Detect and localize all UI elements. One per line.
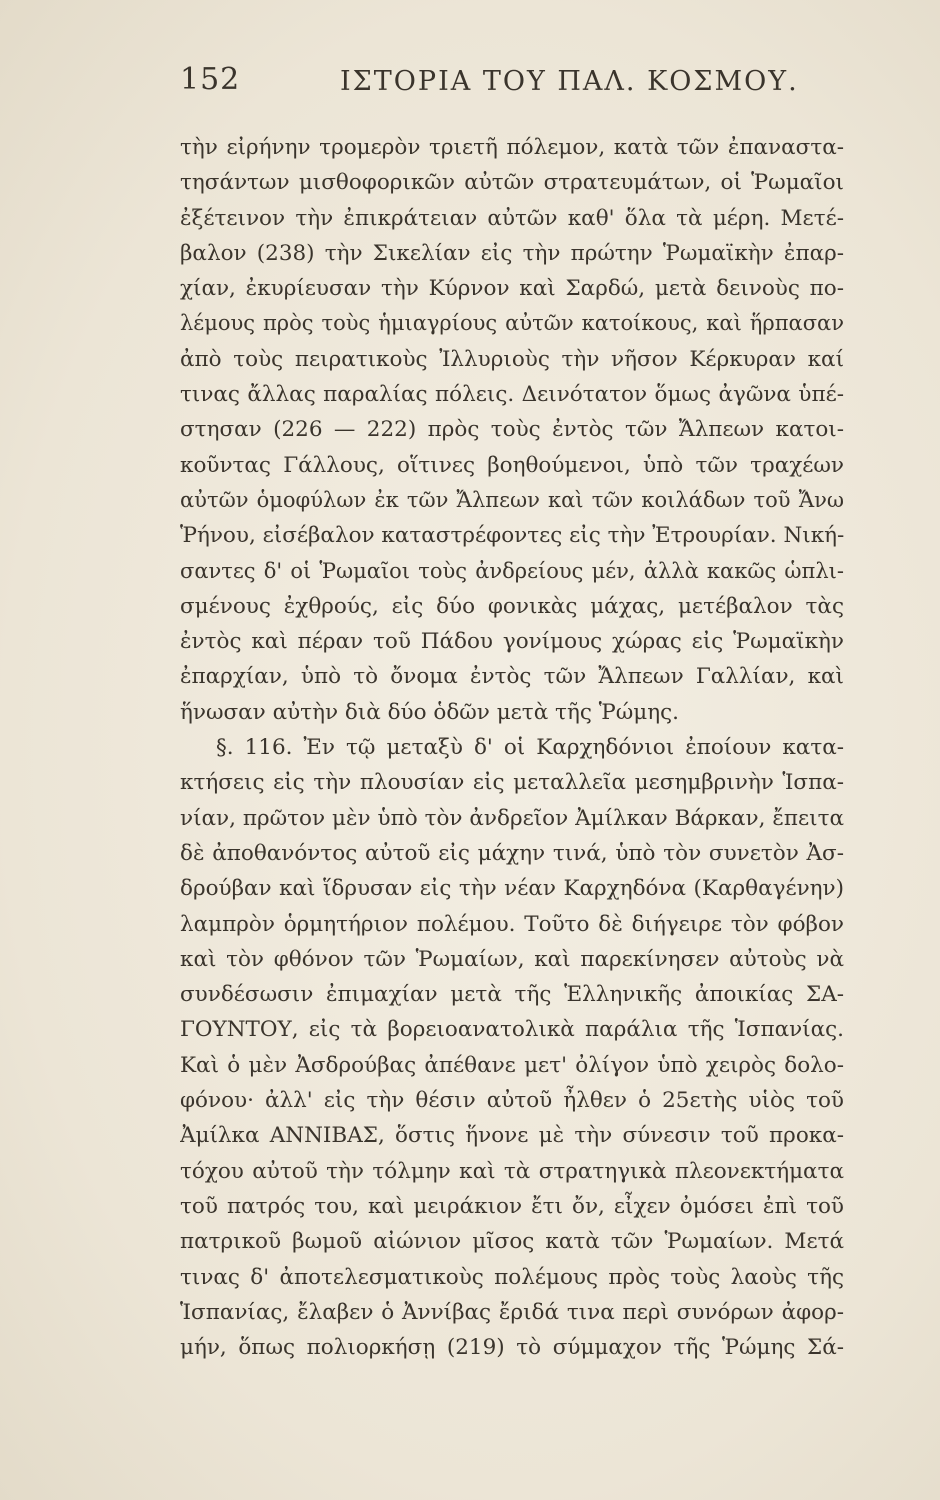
text-line: φόνου· ἀλλ' εἰς τὴν θέσιν αὐτοῦ ἦλθεν ὁ 25ετὴς υἱὸς τοῦ	[180, 1088, 844, 1114]
text-line: βαλον (238) τὴν Σικελίαν εἰς τὴν πρώτην Ῥωμαϊκὴν ἐπαρ-	[180, 240, 844, 266]
section-start-line: §. 116. Ἐν τῷ μεταξὺ δ' οἱ Καρχηδόνιοι ἐποίουν κατα-	[216, 735, 844, 761]
text-line: λέμους πρὸς τοὺς ἡμιαγρίους αὐτῶν κατοίκους, καὶ ἥρπασαν	[180, 311, 844, 336]
running-title: ΙΣΤΟΡΙΑ ΤΟΥ ΠΑΛ. ΚΟΣΜΟΥ.	[340, 66, 799, 97]
text-line: αὐτῶν ὁμοφύλων ἐκ τῶν Ἄλπεων καὶ τῶν κοιλάδων τοῦ Ἄνω	[180, 487, 844, 512]
body-text	[180, 130, 844, 1365]
text-line: κοῦντας Γάλλους, οἵτινες βοηθούμενοι, ὑπὸ τῶν τραχέων	[180, 452, 844, 478]
text-line: νίαν, πρῶτον μὲν ὑπὸ τὸν ἀνδρεῖον Ἀμίλκαν Βάρκαν, ἔπειτα	[180, 805, 844, 831]
text-line: ἐπαρχίαν, ὑπὸ τὸ ὄνομα ἐντὸς τῶν Ἄλπεων Γαλλίαν, καὶ	[180, 664, 844, 690]
text-line: τὴν εἰρήνην τρομερὸν τριετῆ πόλεμον, κατὰ τῶν ἐπαναστα-	[180, 135, 844, 160]
page-number: 152	[180, 62, 241, 97]
text-line: Ἱσπανίας, ἔλαβεν ὁ Ἀννίβας ἔριδά τινα περὶ συνόρων ἀφορ-	[180, 1299, 844, 1325]
text-line: τόχου αὐτοῦ τὴν τόλμην καὶ τὰ στρατηγικὰ πλεονεκτήματα	[180, 1158, 844, 1184]
paragraph-end-line: ἥνωσαν αὐτὴν διὰ δύο ὁδῶν μετὰ τῆς Ῥώμης.	[180, 699, 679, 725]
text-line: ἐξέτεινον τὴν ἐπικράτειαν αὐτῶν καθ' ὅλα τὰ μέρη. Μετέ-	[180, 205, 844, 231]
text-line: λαμπρὸν ὁρμητήριον πολέμου. Τοῦτο δὲ διήγειρε τὸν φόβον	[180, 911, 844, 937]
text-line: χίαν, ἐκυρίευσαν τὴν Κύρνον καὶ Σαρδώ, μετὰ δεινοὺς πο-	[180, 276, 844, 302]
text-line: ΓΟΥΝΤΟΥ, εἰς τὰ βορειοανατολικὰ παράλια τῆς Ἱσπανίας.	[180, 1017, 844, 1043]
text-line: Ἀμίλκα ΑΝΝΙΒΑΣ, ὅστις ἥνονε μὲ τὴν σύνεσιν τοῦ προκα-	[180, 1123, 844, 1149]
text-line: τινας ἄλλας παραλίας πόλεις. Δεινότατον ὅμως ἀγῶνα ὑπέ-	[180, 382, 844, 408]
page-header	[180, 62, 880, 102]
text-line: πατρικοῦ βωμοῦ αἰώνιον μῖσος κατὰ τῶν Ῥωμαίων. Μετά	[180, 1229, 844, 1255]
text-line: ἀπὸ τοὺς πειρατικοὺς Ἰλλυριοὺς τὴν νῆσον Κέρκυραν καί	[180, 346, 844, 372]
text-line: ἐντὸς καὶ πέραν τοῦ Πάδου γονίμους χώρας εἰς Ῥωμαϊκὴν	[180, 629, 844, 655]
text-line: τοῦ πατρός του, καὶ μειράκιον ἔτι ὄν, εἶχεν ὀμόσει ἐπὶ τοῦ	[180, 1193, 844, 1219]
text-line: καὶ τὸν φθόνον τῶν Ῥωμαίων, καὶ παρεκίνησεν αὐτοὺς νὰ	[180, 946, 844, 972]
text-line: σμένους ἐχθρούς, εἰς δύο φονικὰς μάχας, μετέβαλον τὰς	[180, 593, 844, 619]
text-line: τινας δ' ἀποτελεσματικοὺς πολέμους πρὸς τοὺς λαοὺς τῆς	[180, 1264, 844, 1290]
text-line: τησάντων μισθοφορικῶν αὐτῶν στρατευμάτων, οἱ Ῥωμαῖοι	[180, 170, 844, 196]
text-line: σαντες δ' οἱ Ῥωμαῖοι τοὺς ἀνδρείους μέν, ἀλλὰ κακῶς ὡπλι-	[180, 558, 844, 583]
text-line: κτήσεις εἰς τὴν πλουσίαν εἰς μεταλλεῖα μεσημβρινὴν Ἱσπα-	[180, 770, 844, 796]
text-line: δὲ ἀποθανόντος αὐτοῦ εἰς μάχην τινά, ὑπὸ τὸν συνετὸν Ἀσ-	[180, 840, 844, 866]
text-line: δρούβαν καὶ ἵδρυσαν εἰς τὴν νέαν Καρχηδόνα (Καρθαγένην)	[180, 876, 844, 902]
text-line: Καὶ ὁ μὲν Ἀσδρούβας ἀπέθανε μετ' ὀλίγον ὑπὸ χειρὸς δολο-	[180, 1052, 844, 1078]
text-line: στησαν (226 — 222) πρὸς τοὺς ἐντὸς τῶν Ἄλπεων κατοι-	[180, 417, 844, 443]
text-line: συνδέσωσιν ἐπιμαχίαν μετὰ τῆς Ἑλληνικῆς ἀποικίας ΣΑ-	[180, 982, 844, 1008]
text-line: μήν, ὅπως πολιορκήσῃ (219) τὸ σύμμαχον τῆς Ῥώμης Σά-	[180, 1335, 844, 1361]
text-line: Ῥήνου, εἰσέβαλον καταστρέφοντες εἰς τὴν Ἐτρουρίαν. Νική-	[180, 523, 844, 549]
